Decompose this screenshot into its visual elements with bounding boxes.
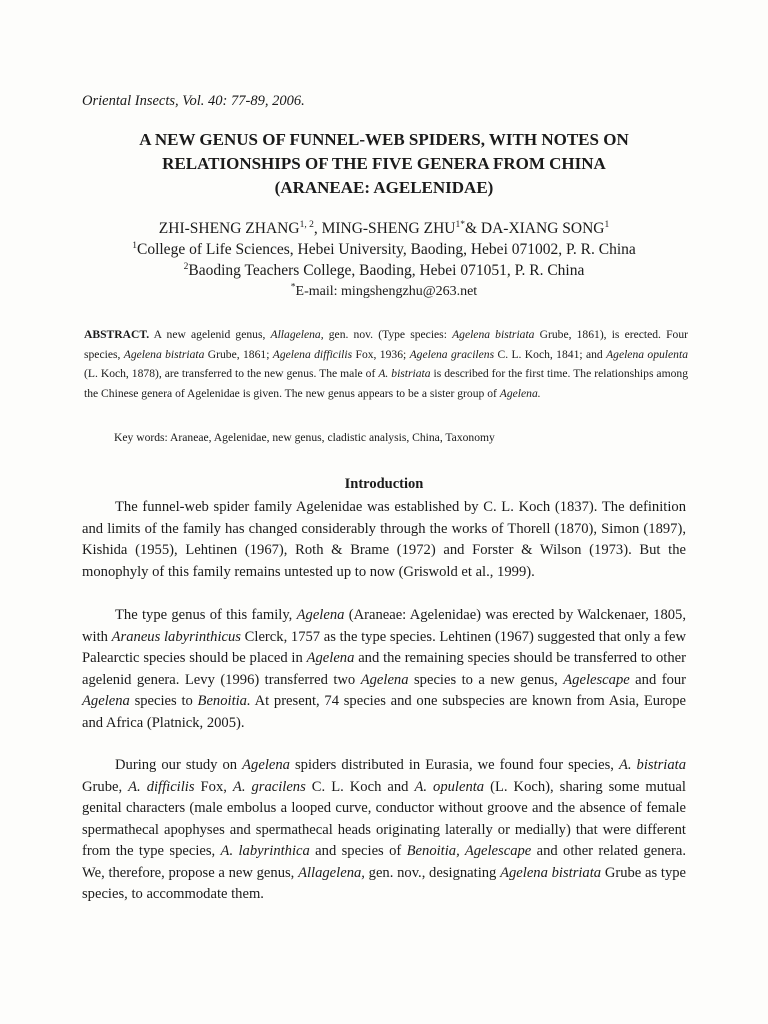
intro-paragraph-2: The type genus of this family, Agelena (Araneae: Agelenidae) was erected by Walckenaer, 1805, with Araneus labyrinthicus Clerck, 1757 as the type species. Lehtinen (1967) suggested that only a few Palearctic species should be placed in Agelena and the remaining species should be transferred to other agelenid genera. Levy (1996) transferred two Agelena species to a new genus, Agelescape and four Agelena species to Benoitia. At present, 74 species and one subspecies are known from Asia, Europe and Africa (Platnick, 2005). (82, 607, 687, 731)
affiliation-1: $^1$College of Life Sciences, Hebei University, Baoding, Hebei 071002, P. R. China (132, 240, 636, 258)
abstract-label: ABSTRACT. (84, 328, 150, 341)
keywords: Key words: Araneae, Agelenidae, new genus, cladistic analysis, China, Taxonomy (114, 431, 495, 444)
abstract: ABSTRACT. A new agelenid genus, Allagelena, gen. nov. (Type species: Agelena bistriata Grube, 1861), is erected. Four species, Agelena bistriata Grube, 1861; Agelena difficilis Fox, 1936; Agelena gracilens C. L. Koch, 1841; and Agelena opulenta (L. Koch, 1878), are transferred to the new genus. The male of A. bistriata is described for the first time. The relationships among the Chinese genera of Agelenidae is given. The new genus appears to be a sister group of Agelena. (84, 328, 688, 400)
title-line-2: RELATIONSHIPS OF THE FIVE GENERA FROM CHINA (162, 154, 606, 173)
intro-paragraph-1: The funnel-web spider family Agelenidae was established by C. L. Koch (1837). The definition and limits of the family has changed considerably through the works of Thorell (1870), Simon (1897), Kishida (1955), Lehtinen (1967), Roth & Brame (1972) and Forster & Wilson (1973). But the monophyly of this family remains untested up to now (Griswold et al., 1999). (82, 499, 686, 580)
affiliation-2: $^2$Baoding Teachers College, Baoding, Hebei 071051, P. R. China (183, 261, 585, 279)
author-block (40, 218, 728, 302)
contact-email: *E-mail: mingshengzhu@263.net (290, 282, 478, 299)
title-line-3: (ARANEAE: AGELENIDAE) (274, 178, 494, 197)
paper-title (60, 128, 708, 200)
author-1: ZHI-SHENG ZHANG (158, 220, 300, 237)
journal-citation: Oriental Insects, Vol. 40: 77-89, 2006. (82, 93, 305, 109)
title-line-1: A NEW GENUS OF FUNNEL-WEB SPIDERS, WITH NOTES ON (139, 130, 629, 149)
section-heading-introduction: Introduction (344, 476, 424, 492)
author-line: ZHI-SHENG ZHANG$^{1, 2}$, MING-SHENG $ZHU^{1*}\&$ DA-XIANG SONG$^1$ (158, 219, 610, 237)
author-1-affil: 1, 2 (299, 219, 314, 230)
author-2: MING-SHENG ZHU (321, 220, 456, 237)
intro-paragraph-3: During our study on Agelena spiders distributed in Eurasia, we found four species, A. bistriata Grube, A. difficilis Fox, A. gracilens C. L. Koch and A. opulenta (L. Koch), sharing some mutual genital characters (male embolus a looped curve, conductor without groove and the absence of female spermathecal apophyses and spermathecal heads originating laterally or medially) that were different from the type species, A. labyrinthica and species of Benoitia, Agelescape and other related genera. We, therefore, propose a new genus, Allagelena, gen. nov., designating Agelena bistriata Grube as type species, to accommodate them. (82, 757, 687, 902)
author-3: DA-XIANG SONG (480, 220, 605, 237)
author-3-affil: 1 (604, 219, 610, 230)
author-2-affil: 1* (455, 219, 465, 230)
